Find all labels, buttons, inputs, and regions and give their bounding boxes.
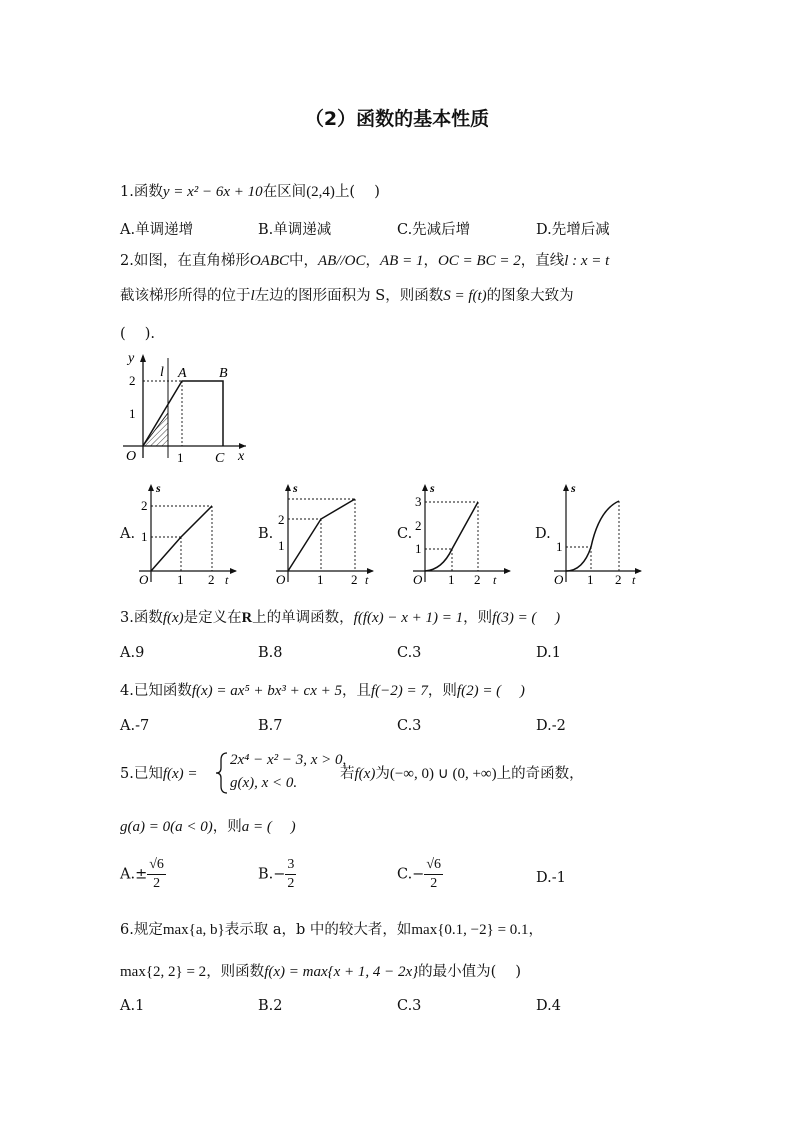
svg-text:1: 1 (587, 572, 594, 587)
q6-function: f(x) = max{x + 1, 4 − 2x} (264, 964, 419, 980)
svg-text:s: s (430, 481, 435, 495)
q2-l: l (250, 288, 255, 304)
label-b: B (219, 366, 228, 381)
q1-expression: y = x² − 6x + 10 (162, 184, 263, 200)
q4-option-b[interactable]: B.7 (258, 718, 283, 734)
q6-max-def: max{a, b} (162, 922, 225, 938)
q5-option-a[interactable]: A.± $\frac{√6}{2}$ (120, 857, 164, 891)
q1-option-c[interactable]: C.先减后增 (397, 222, 471, 238)
svg-text:t: t (365, 573, 369, 587)
q3-text-a: 3.函数 (120, 610, 163, 626)
q4-option-c[interactable]: C.3 (397, 718, 422, 734)
q5-text-e: ，则 (212, 819, 242, 835)
svg-text:2: 2 (615, 572, 622, 587)
question-5-stem-right (340, 762, 584, 783)
piecewise-brace (215, 752, 229, 794)
trapezoid-figure (118, 348, 253, 466)
q3-fx: f(x) (162, 610, 184, 626)
svg-text:1: 1 (278, 538, 285, 553)
fraction: $\frac{3}{2}$ (287, 857, 295, 891)
q5-domain: (−∞, 0) ∪ (0, +∞) (389, 766, 497, 782)
q6-text-b: 表示取 a，b 中的较大者，如 (224, 922, 412, 938)
q4-text-c: ，则 (427, 683, 457, 699)
q6-option-d[interactable]: D.4 (536, 998, 561, 1014)
graph-option-c[interactable] (408, 480, 518, 588)
label-x-1: 1 (177, 450, 184, 465)
q6-option-a[interactable]: A.1 (120, 998, 145, 1014)
page-title: （2）函数的基本性质 (304, 108, 490, 130)
q5-fx-def: f(x) = (162, 766, 198, 782)
question-2-line-1 (120, 249, 609, 270)
q3-real-set: R (241, 610, 253, 626)
q5-case-1: 2x⁴ − x² − 3, x > 0, (230, 752, 347, 768)
svg-text:t: t (225, 573, 229, 587)
svg-text:2: 2 (208, 572, 215, 587)
q5-option-b[interactable]: B.− $\frac{3}{2}$ (258, 857, 295, 891)
q2-option-b-label[interactable]: B. (258, 526, 274, 542)
label-y-1: 1 (129, 406, 136, 421)
q5-text-a: 5.已知 (120, 766, 163, 782)
q6-text-c: ， (528, 922, 544, 938)
svg-text:1: 1 (415, 541, 422, 556)
q2-trapezoid: OABC (249, 253, 290, 269)
question-5-line-2 (120, 815, 296, 836)
svg-text:3: 3 (415, 494, 422, 509)
svg-text:1: 1 (141, 529, 148, 544)
q6-option-b[interactable]: B.2 (258, 998, 283, 1014)
q1-option-d[interactable]: D.先增后减 (536, 222, 610, 238)
svg-text:s: s (156, 481, 161, 495)
q2-text-g: ， (423, 253, 438, 269)
fraction: $\frac{√6}{2}$ (149, 857, 164, 891)
q1-text-c: 上( ) (334, 184, 380, 200)
label-a: A (178, 366, 187, 381)
label-y-2: 2 (129, 373, 136, 388)
graph-option-a[interactable] (134, 480, 244, 588)
label-o: O (126, 449, 137, 464)
q4-ask: f(2) = ( ) (456, 683, 525, 699)
q2-text-e: ， (365, 253, 381, 269)
q5-text-c: 为 (375, 766, 390, 782)
q1-text-a: 1.函数 (120, 184, 163, 200)
q5-condition: g(a) = 0(a < 0) (120, 819, 213, 835)
q3-text-c: 上的单调函数， (252, 610, 354, 626)
q2-text-2c: 左边的图形面积为 S，则函数 (254, 288, 444, 304)
q4-condition: f(−2) = 7 (371, 683, 428, 699)
y-axis-arrow (140, 354, 146, 362)
q2-line-l: l : x = t (564, 253, 610, 269)
svg-text:s: s (571, 481, 576, 495)
q5-fx: f(x) (354, 766, 376, 782)
q3-text-d: ，则 (463, 610, 493, 626)
label-l: l (160, 365, 164, 380)
q2-text-2a: 截该梯形所得的位于 (120, 288, 251, 304)
q2-ab: AB = 1 (380, 253, 424, 269)
q6-text-a: 6.规定 (120, 922, 163, 938)
fraction: $\frac{√6}{2}$ (426, 857, 442, 891)
svg-text:1: 1 (448, 572, 455, 587)
svg-text:O: O (554, 572, 564, 587)
q5-option-c[interactable]: C.− $\frac{√6}{2}$ (397, 857, 442, 891)
q3-ask: f(3) = ( ) (492, 610, 561, 626)
q2-oc-bc: OC = BC = 2 (437, 253, 521, 269)
question-4-stem (120, 679, 525, 700)
q3-option-c[interactable]: C.3 (397, 645, 422, 661)
svg-text:1: 1 (177, 572, 184, 587)
graph-option-d[interactable] (549, 480, 659, 588)
q4-option-a[interactable]: A.-7 (120, 718, 150, 734)
svg-text:1: 1 (556, 539, 563, 554)
svg-text:2: 2 (278, 512, 285, 527)
q2-text-2e: 的图象大致为 (486, 288, 574, 304)
q3-option-d[interactable]: D.1 (536, 645, 561, 661)
question-1-stem (120, 180, 380, 201)
label-y: y (128, 351, 135, 366)
q1-option-b[interactable]: B.单调递减 (258, 222, 332, 238)
q6-option-c[interactable]: C.3 (397, 998, 422, 1014)
q6-example-2: max{2, 2} = 2 (120, 964, 207, 980)
q2-option-d-label[interactable]: D. (535, 526, 551, 542)
q2-text-i: ，直线 (520, 253, 565, 269)
q3-option-a[interactable]: A.9 (120, 645, 145, 661)
q4-option-d[interactable]: D.-2 (536, 718, 566, 734)
graph-option-b[interactable] (271, 480, 381, 588)
q1-option-a[interactable]: A.单调递增 (120, 222, 194, 238)
q2-option-c-label[interactable]: C. (397, 526, 413, 542)
q4-text-b: ，且 (342, 683, 371, 699)
question-2-line-2 (120, 284, 574, 305)
q2-text-a: 2.如图，在直角梯形 (120, 253, 250, 269)
q6-text-e: 的最小值为( ) (418, 964, 522, 980)
svg-text:O: O (139, 572, 149, 587)
q5-ask: a = ( ) (241, 819, 296, 835)
q2-option-a-label[interactable]: A. (120, 526, 136, 542)
svg-text:t: t (493, 573, 497, 587)
svg-text:O: O (276, 572, 286, 587)
svg-text:s: s (293, 481, 298, 495)
q3-equation: f(f(x) − x + 1) = 1 (353, 610, 464, 626)
svg-text:2: 2 (415, 518, 422, 533)
q5-option-d[interactable]: D.-1 (536, 870, 566, 886)
q5-text-b: 若 (340, 766, 355, 782)
q6-text-d: ，则函数 (206, 964, 265, 980)
svg-text:2: 2 (141, 498, 148, 513)
q2-text-c: 中， (289, 253, 319, 269)
question-3-stem (120, 606, 560, 627)
q3-option-b[interactable]: B.8 (258, 645, 283, 661)
q1-interval: (2,4) (306, 184, 335, 200)
q6-example-1: max{0.1, −2} = 0.1 (411, 922, 529, 938)
q5-text-d: 上的奇函数， (496, 766, 584, 782)
question-6-line-1 (120, 918, 543, 939)
q2-parallel: AB//OC (318, 253, 366, 269)
label-c: C (215, 451, 225, 466)
svg-text:2: 2 (351, 572, 358, 587)
svg-text:t: t (632, 573, 636, 587)
label-x: x (238, 449, 245, 464)
q4-expression: f(x) = ax⁵ + bx³ + cx + 5 (191, 683, 342, 699)
q1-text-b: 在区间 (262, 184, 307, 200)
q5-case-2: g(x), x < 0. (230, 775, 298, 791)
svg-text:1: 1 (317, 572, 324, 587)
q4-text-a: 4.已知函数 (120, 683, 192, 699)
svg-text:O: O (413, 572, 423, 587)
q2-s-ft: S = f(t) (443, 288, 487, 304)
q3-text-b: 是定义在 (183, 610, 242, 626)
svg-text:2: 2 (474, 572, 481, 587)
question-2-line-3: ( ). (120, 326, 156, 342)
question-6-line-2 (120, 960, 521, 981)
question-5-prefix (120, 762, 198, 783)
